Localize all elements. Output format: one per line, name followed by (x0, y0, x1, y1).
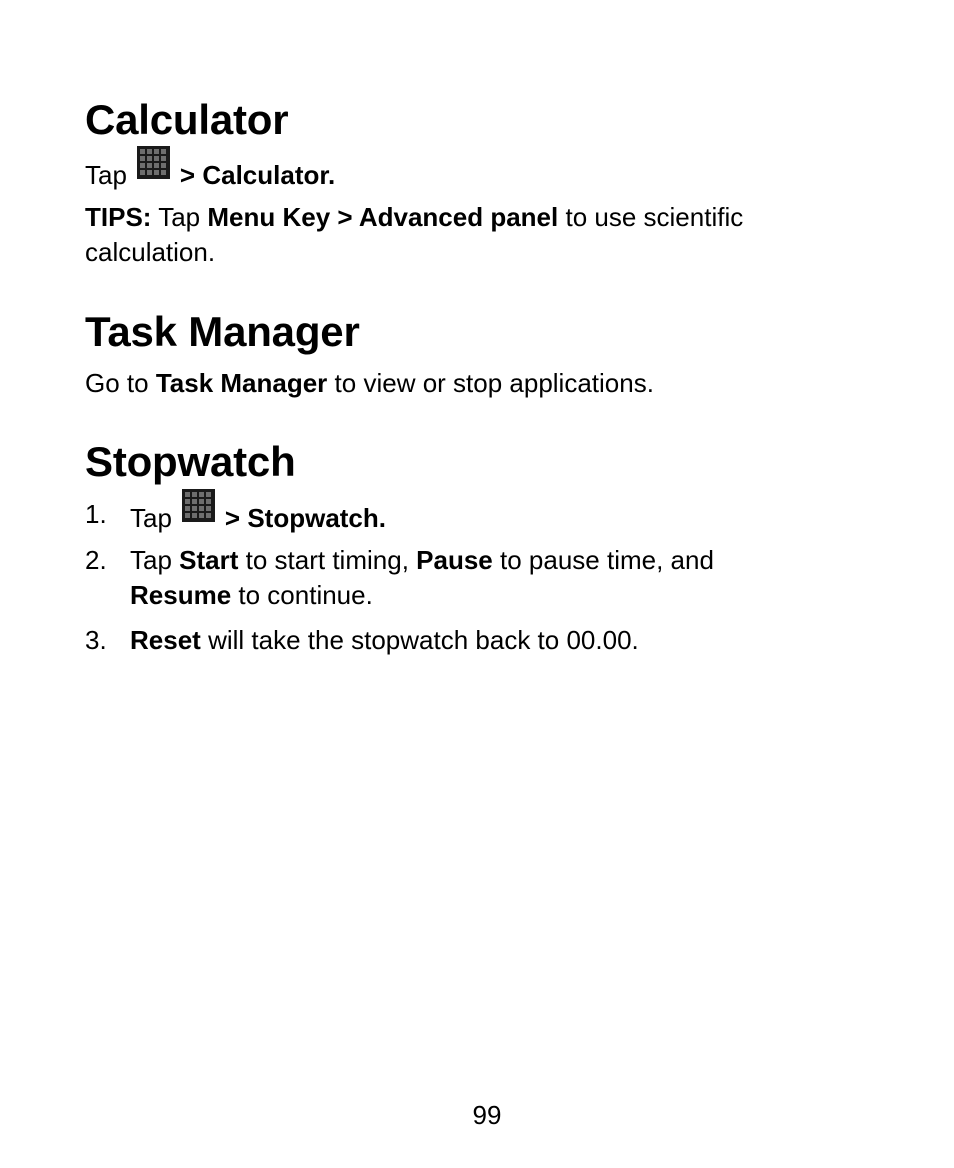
calculator-heading: Calculator (85, 96, 289, 143)
calculator-tips: TIPS: Tap Menu Key > Advanced panel to use scientific calculation. (85, 202, 744, 267)
app-grid-icon (137, 146, 170, 179)
stopwatch-heading: Stopwatch (85, 438, 296, 485)
page-number: 99 (472, 1100, 502, 1130)
stopwatch-step-2: 2. Tap Start to start timing, Pause to pause time, and Resume to continue. (85, 545, 714, 610)
task-manager-instruction: Go to Task Manager to view or stop applications. (85, 368, 654, 398)
task-manager-heading: Task Manager (85, 308, 360, 355)
calculator-instruction: Tap > Calculator. (85, 154, 335, 193)
stopwatch-step-1: 1. Tap > Stopwatch. (85, 497, 930, 536)
app-grid-icon (182, 489, 215, 522)
stopwatch-step-3: 3. Reset will take the stopwatch back to 00.00. (85, 625, 639, 655)
